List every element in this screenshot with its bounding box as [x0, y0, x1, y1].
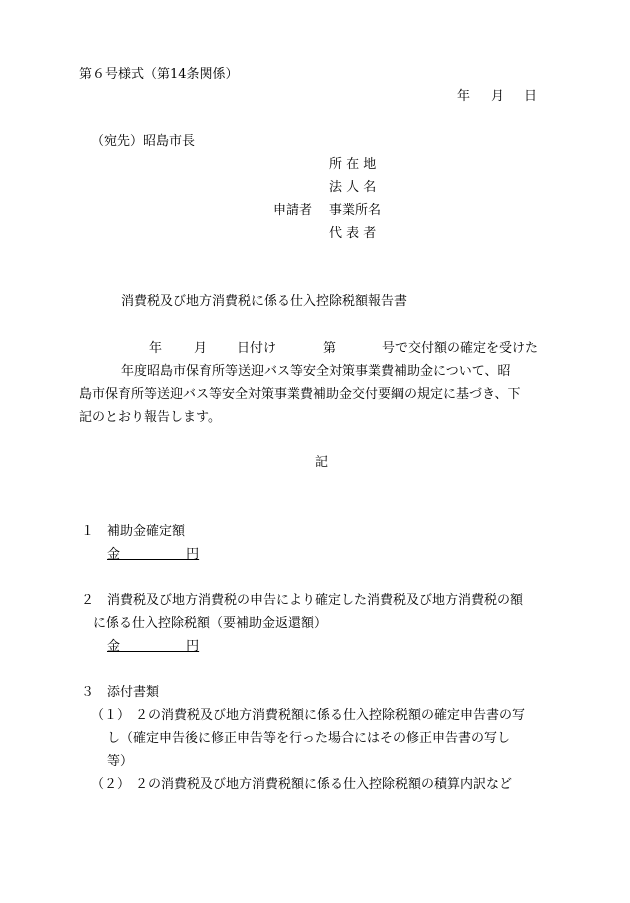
section-2-number: ２: [81, 593, 95, 608]
section-1-number: １: [81, 524, 95, 539]
date-month: 月: [491, 89, 505, 104]
section-2-line-1: 消費税及び地方消費税の申告により確定した消費税及び地方消費税の額: [107, 593, 524, 608]
addressee: （宛先）昭島市長: [91, 134, 196, 149]
body-line-3: 島市保育所等送迎バス等安全対策事業費補助金交付要綱の規定に基づき、下: [79, 387, 521, 402]
ref-number-prefix: 第: [323, 341, 337, 356]
ki-heading: 記: [315, 455, 329, 470]
body-line-2: 年度昭島市保育所等送迎バス等安全対策事業費補助金について、昭: [121, 364, 511, 379]
attachment-1-line-2: し（確定申告後に修正申告等を行った場合にはその修正申告書の写し: [107, 731, 511, 746]
section-3-number: ３: [81, 685, 95, 700]
section-2-amount: 金 円: [107, 639, 200, 654]
attachment-1-line-3: 等）: [107, 754, 134, 769]
corp-name-label: 法 人 名: [329, 180, 377, 195]
ref-number-tail: 号で交付額の確定を受けた: [382, 341, 539, 356]
form-number: 第６号様式（第14条関係）: [79, 67, 239, 82]
attachment-1-number: （１）: [91, 708, 131, 723]
date-year: 年: [457, 89, 471, 104]
attachment-1-line-1: ２の消費税及び地方消費税額に係る仕入控除税額の確定申告書の写: [135, 708, 526, 723]
document-title: 消費税及び地方消費税に係る仕入控除税額報告書: [121, 294, 408, 309]
section-2-line-2: に係る仕入控除税額（要補助金返還額）: [93, 616, 328, 631]
body-line-4: 記のとおり報告します。: [79, 410, 221, 425]
location-label: 所 在 地: [329, 157, 377, 172]
attachment-2-line-1: ２の消費税及び地方消費税額に係る仕入控除税額の積算内訳など: [135, 777, 513, 792]
section-3-title: 添付書類: [107, 685, 160, 700]
ref-year: 年: [149, 341, 163, 356]
applicant-role-label: 申請者: [273, 203, 313, 218]
ref-month: 月: [194, 341, 208, 356]
section-1-amount: 金 円: [107, 547, 200, 562]
representative-label: 代 表 者: [329, 226, 377, 241]
date-day: 日: [524, 89, 538, 104]
section-1-title: 補助金確定額: [107, 524, 186, 539]
attachment-2-number: （２）: [91, 777, 131, 792]
ref-date: 日付け: [237, 341, 277, 356]
office-name-label: 事業所名: [329, 203, 382, 218]
